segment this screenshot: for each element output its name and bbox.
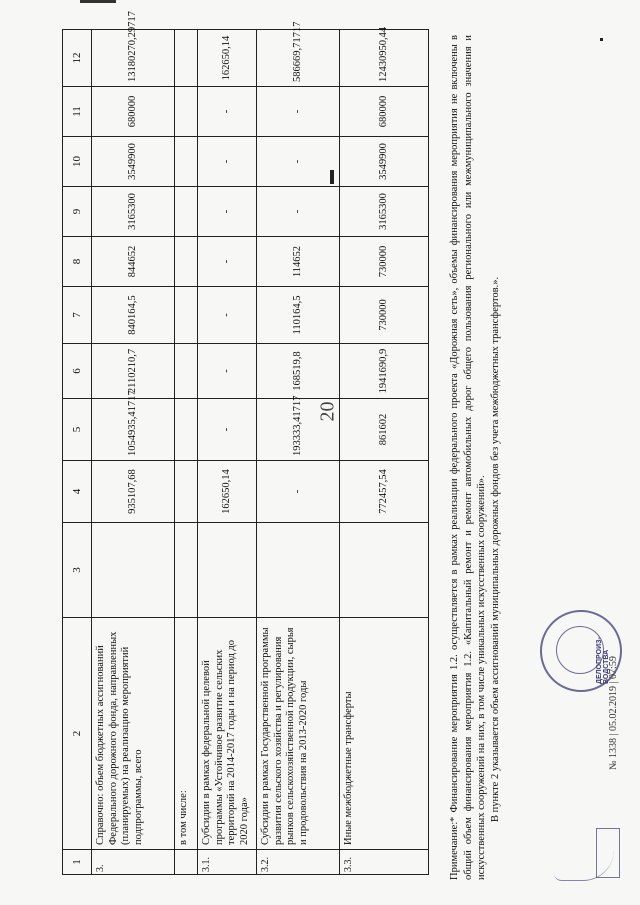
scan-mark-top (80, 0, 116, 3)
cell: 680000 (92, 87, 175, 137)
page-number: 20 (316, 401, 339, 422)
footnote-text-2: В пункте 2 указывается объем ассигнований муниципальных дорожных фондов без учета межбюджетных трансфертов.». (489, 276, 501, 822)
header-cell: 8 (63, 237, 92, 287)
cell: 861602 (340, 399, 429, 461)
cell (175, 399, 198, 461)
cell: 844652 (92, 237, 175, 287)
scan-dot (600, 38, 603, 41)
cell: 12430950,44 (340, 30, 429, 87)
cell: 680000 (340, 87, 429, 137)
footnote-text-1: * Финансирование мероприятия 1.2. осуществляется в рамках реализации федерального проекта «Дорожная сеть», объемы финансирования мероприятия не включены в общий объем финансирования мероприятия 1.2. «Капитальный ремонт и ремонт автомобильных дорог общего пользования регионального или межмуниципального значения и искусственных сооружений на них, в том числе уникальных искусственных сооружений». (449, 35, 487, 880)
cell: - (257, 461, 340, 523)
cell: - (198, 237, 257, 287)
table-row (257, 30, 340, 875)
financing-table (62, 11, 429, 875)
footnote-paragraph-2 (489, 35, 503, 880)
row-index: 3. (92, 850, 175, 875)
row-name: Субсидии в рамках федеральной целевой программы «Устойчивое развитие сельских территорий на 2014-2017 годы и на период до 2020 года» (198, 618, 257, 850)
table-row (340, 30, 429, 875)
header-cell: 1 (63, 850, 92, 875)
cell (198, 523, 257, 618)
cell: 13180270,29717 (92, 30, 175, 87)
cell: 730000 (340, 287, 429, 344)
header-cell: 4 (63, 461, 92, 523)
cell: - (257, 87, 340, 137)
cell (175, 87, 198, 137)
footnote (448, 35, 502, 880)
row-index: 3.3. (340, 850, 429, 875)
rotated-table-wrapper (62, 11, 472, 875)
header-cell: 12 (63, 30, 92, 87)
row-name: Иные межбюджетные трансферты (340, 618, 429, 850)
cell: 840164,5 (92, 287, 175, 344)
cell: 162650,14 (198, 30, 257, 87)
row-name: в том числе: (175, 618, 198, 850)
cell: - (198, 187, 257, 237)
table-row (175, 30, 198, 875)
header-cell: 3 (63, 523, 92, 618)
cell: 168519,8 (257, 344, 340, 399)
cell (175, 30, 198, 87)
cell: - (257, 137, 340, 187)
header-cell: 5 (63, 399, 92, 461)
header-row (63, 30, 92, 875)
row-name: Справочно: объем бюджетных ассигнований Федерального дорожного фонда, направленных (планируемых) на реализацию мероприятий подпрограммы, всего (92, 618, 175, 850)
footnote-paragraph-1 (448, 35, 489, 880)
header-cell: 2 (63, 618, 92, 850)
cell: 935107,68 (92, 461, 175, 523)
cell (92, 523, 175, 618)
cell: - (198, 87, 257, 137)
header-cell: 6 (63, 344, 92, 399)
cell (175, 523, 198, 618)
header-cell: 7 (63, 287, 92, 344)
cell: 586669,71717 (257, 30, 340, 87)
cell (175, 137, 198, 187)
row-index (175, 850, 198, 875)
cell: 3165300 (340, 187, 429, 237)
row-name: Субсидии в рамках Государственной программы развития сельского хозяйства и регулирования рынков сельскохозяйственной продукции, сырья и продовольствия на 2013-2020 годы (257, 618, 340, 850)
cell: - (198, 287, 257, 344)
header-cell: 10 (63, 137, 92, 187)
table-row (198, 30, 257, 875)
cell (175, 287, 198, 344)
cell: 1941690,9 (340, 344, 429, 399)
cell: 3165300 (92, 187, 175, 237)
cell: 2110210,7 (92, 344, 175, 399)
cell (175, 461, 198, 523)
cell (175, 344, 198, 399)
row-index: 3.2. (257, 850, 340, 875)
cell: - (198, 137, 257, 187)
table-row (92, 30, 175, 875)
cell: 772457,54 (340, 461, 429, 523)
cell: - (257, 187, 340, 237)
cell: 3549900 (340, 137, 429, 187)
cell: - (198, 344, 257, 399)
row-index: 3.1. (198, 850, 257, 875)
registration-number: № 1338 | 05.02.2019 | 07:59 (608, 656, 619, 770)
header-cell: 9 (63, 187, 92, 237)
cell: 110164,5 (257, 287, 340, 344)
cell (257, 523, 340, 618)
cell: 3549900 (92, 137, 175, 187)
cell: 162650,14 (198, 461, 257, 523)
stamp-text: ДЕЛОПРОИЗ-ВОДСТВА (596, 637, 610, 684)
footnote-label: Примечание: (449, 821, 460, 880)
header-cell: 11 (63, 87, 92, 137)
cell: 114652 (257, 237, 340, 287)
cell: 1054935,41717 (92, 399, 175, 461)
cell: 730000 (340, 237, 429, 287)
cell (340, 523, 429, 618)
cell: 193333,41717 (257, 399, 340, 461)
cell: - (198, 399, 257, 461)
cell (175, 237, 198, 287)
cell (175, 187, 198, 237)
